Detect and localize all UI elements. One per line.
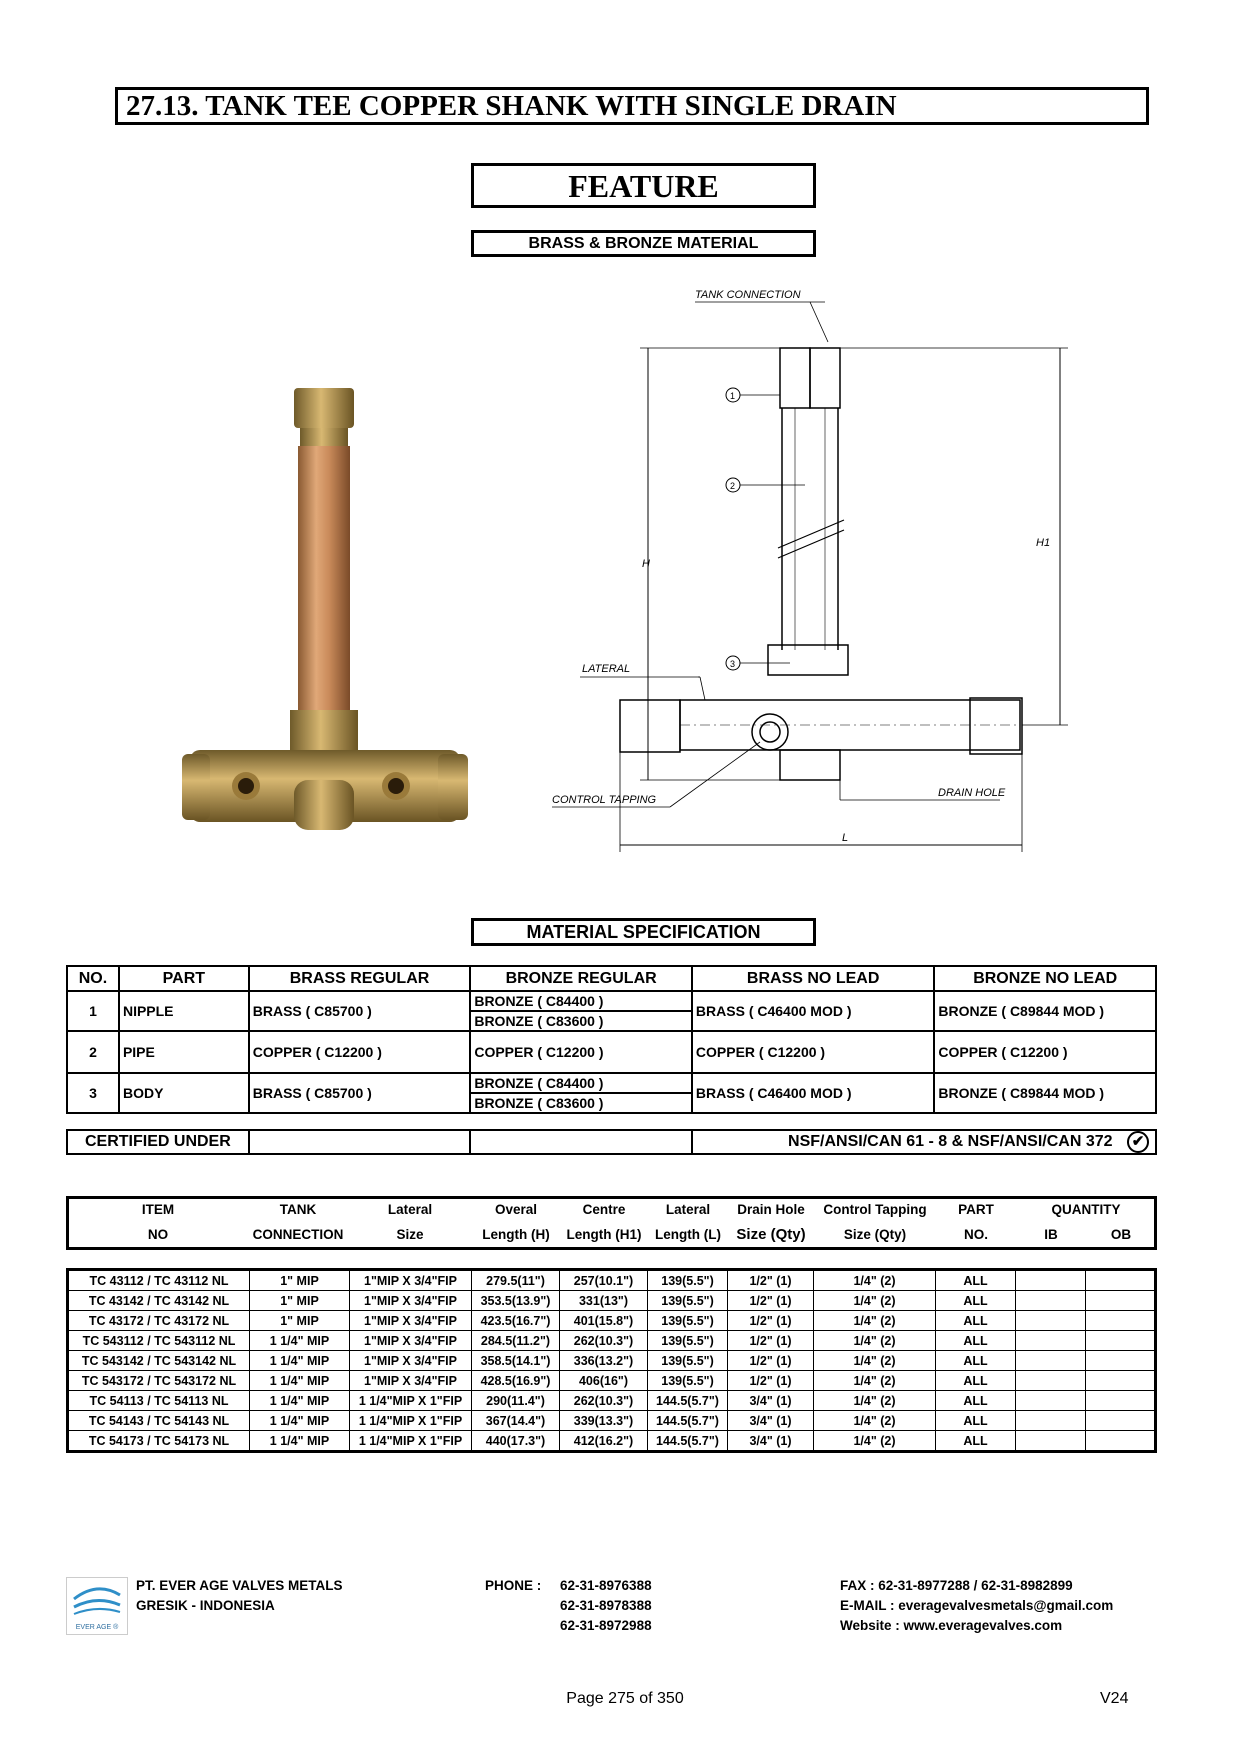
cell-bronze: COPPER ( C12200 ) [470,1031,692,1073]
label-tank-connection: TANK CONNECTION [695,289,801,301]
table-cell: 279.5(11") [472,1270,560,1291]
callout-3: 3 [730,659,736,669]
table-cell: ALL [936,1291,1016,1311]
callout-1: 1 [730,391,736,401]
table-cell: 406(16") [560,1371,648,1391]
header-ob: OB [1110,1227,1132,1242]
table-cell: 1/2" (1) [728,1371,814,1391]
certified-check-icon: ✔ [1127,1131,1149,1153]
page-title: 27.13. TANK TEE COPPER SHANK WITH SINGLE DRAIN [115,87,1149,125]
table-cell [1086,1351,1156,1371]
cell-bronze: BRONZE ( C83600 ) [470,1011,692,1031]
table-cell [1086,1311,1156,1331]
logo-text: EVER AGE ® [75,1624,119,1631]
table-cell: 1"MIP X 3/4"FIP [350,1331,472,1351]
table-cell: 1" MIP [250,1311,350,1331]
table-cell [1016,1371,1086,1391]
table-cell: 1/4" (2) [814,1331,936,1351]
table-cell: 1/2" (1) [728,1291,814,1311]
header-part: PART [958,1202,994,1217]
table-cell: 336(13.2") [560,1351,648,1371]
table-cell: 1/4" (2) [814,1411,936,1431]
table-cell: 339(13.3") [560,1411,648,1431]
table-cell: 139(5.5") [648,1270,728,1291]
header-no: NO [147,1227,169,1242]
table-cell: 144.5(5.7") [648,1391,728,1411]
table-cell [1016,1431,1086,1452]
table-cell: 401(15.8") [560,1311,648,1331]
table-cell [1016,1270,1086,1291]
table-cell: 1/4" (2) [814,1311,936,1331]
table-cell: 1/2" (1) [728,1351,814,1371]
table-cell [1086,1291,1156,1311]
header-no: NO. [67,966,119,991]
label-h1: H1 [1036,537,1051,549]
material-spec-heading: MATERIAL SPECIFICATION [471,918,816,946]
table-cell: ALL [936,1331,1016,1351]
table-cell: 257(10.1") [560,1270,648,1291]
table-cell [1016,1391,1086,1411]
table-cell: 284.5(11.2") [472,1331,560,1351]
header-lateral-l: Lateral [665,1202,711,1217]
header-length-h: Length (H) [482,1227,550,1242]
header-length-l: Length (L) [655,1227,721,1242]
label-control-tapping: CONTROL TAPPING [552,794,657,806]
certified-label: CERTIFIED UNDER [67,1130,249,1154]
technical-drawing [540,280,1120,860]
table-cell: TC 43112 / TC 43112 NL [68,1270,250,1291]
table-cell: 139(5.5") [648,1311,728,1331]
cell-brass: BRASS ( C85700 ) [249,1073,471,1113]
header-part-no: NO. [963,1227,988,1242]
cell-bronze-nl: BRONZE ( C89844 MOD ) [934,1073,1156,1113]
table-cell [1016,1331,1086,1351]
table-row [68,1431,1156,1452]
table-cell [1016,1351,1086,1371]
feature-heading: FEATURE [471,163,816,208]
table-cell [1086,1371,1156,1391]
cell-bronze: BRONZE ( C83600 ) [470,1093,692,1113]
phone-1: 62-31-8976388 [560,1578,652,1593]
table-cell [1086,1270,1156,1291]
table-cell: ALL [936,1351,1016,1371]
table-row [67,1073,1156,1093]
table-cell: 1 1/4"MIP X 1"FIP [350,1431,472,1452]
header-control-size: Size (Qty) [843,1227,907,1242]
table-cell: 1/4" (2) [814,1291,936,1311]
material-table-header [67,966,1156,991]
table-cell: 1"MIP X 3/4"FIP [350,1311,472,1331]
material-table [66,965,1157,1114]
header-connection: CONNECTION [252,1227,344,1242]
table-cell: 1/2" (1) [728,1331,814,1351]
table-cell: 1"MIP X 3/4"FIP [350,1270,472,1291]
header-brass-regular: BRASS REGULAR [249,966,471,991]
table-cell: TC 43142 / TC 43142 NL [68,1291,250,1311]
table-cell: 1/2" (1) [728,1311,814,1331]
label-lateral: LATERAL [582,663,631,675]
table-cell: 144.5(5.7") [648,1431,728,1452]
cell-no: 3 [67,1073,119,1113]
table-cell: 139(5.5") [648,1291,728,1311]
item-table [66,1268,1157,1453]
table-cell: ALL [936,1270,1016,1291]
version: V24 [1100,1690,1129,1707]
table-cell: ALL [936,1411,1016,1431]
cell-brass-nl: BRASS ( C46400 MOD ) [692,1073,934,1113]
table-cell: 1 1/4"MIP X 1"FIP [350,1391,472,1411]
table-cell: 358.5(14.1") [472,1351,560,1371]
header-centre: Centre [582,1202,626,1217]
table-row [67,1031,1156,1073]
product-photo [170,380,480,830]
table-cell [1016,1311,1086,1331]
header-size: Size [396,1227,424,1242]
table-cell: 1/4" (2) [814,1431,936,1452]
table-cell: 1 1/4" MIP [250,1431,350,1452]
label-h: H [642,558,650,570]
table-row [68,1411,1156,1431]
table-cell: 412(16.2") [560,1431,648,1452]
table-cell: ALL [936,1311,1016,1331]
table-cell: TC 543142 / TC 543142 NL [68,1351,250,1371]
cell-bronze-nl: COPPER ( C12200 ) [934,1031,1156,1073]
header-drain-size: Size (Qty) [736,1226,806,1243]
header-bronze-no-lead: BRONZE NO LEAD [934,966,1156,991]
table-cell: 331(13") [560,1291,648,1311]
company-location: GRESIK - INDONESIA [136,1598,275,1613]
certified-blank [249,1130,471,1154]
email: E-MAIL : everagevalvesmetals@gmail.com [840,1598,1114,1613]
cell-part: BODY [119,1073,249,1113]
table-cell: 139(5.5") [648,1331,728,1351]
cell-bronze: BRONZE ( C84400 ) [470,1073,692,1093]
table-cell: 1"MIP X 3/4"FIP [350,1351,472,1371]
table-cell: 3/4" (1) [728,1411,814,1431]
table-row [68,1331,1156,1351]
header-lateral: Lateral [387,1202,433,1217]
header-brass-no-lead: BRASS NO LEAD [692,966,934,991]
cell-bronze-nl: BRONZE ( C89844 MOD ) [934,991,1156,1031]
cell-brass: BRASS ( C85700 ) [249,991,471,1031]
table-cell: 1 1/4" MIP [250,1391,350,1411]
header-item: ITEM [141,1202,175,1217]
header-ib: IB [1044,1227,1058,1242]
cell-bronze: BRONZE ( C84400 ) [470,991,692,1011]
table-row [68,1391,1156,1411]
table-cell: TC 543112 / TC 543112 NL [68,1331,250,1351]
table-cell: 1" MIP [250,1270,350,1291]
table-cell: 1/4" (2) [814,1351,936,1371]
header-drain-hole: Drain Hole [737,1202,805,1217]
table-row [67,991,1156,1011]
table-cell: 1/4" (2) [814,1371,936,1391]
table-cell: 262(10.3") [560,1391,648,1411]
table-cell: 1/2" (1) [728,1270,814,1291]
table-cell [1016,1411,1086,1431]
certified-blank [470,1130,692,1154]
table-cell: 1 1/4" MIP [250,1331,350,1351]
page-number: Page 275 of 350 [566,1690,684,1707]
table-cell [1086,1391,1156,1411]
certified-value-cell [692,1130,1156,1154]
website: Website : www.everagevalves.com [840,1618,1063,1633]
table-cell: 367(14.4") [472,1411,560,1431]
header-length-h1: Length (H1) [566,1227,642,1242]
cell-part: NIPPLE [119,991,249,1031]
table-cell: TC 43172 / TC 43172 NL [68,1311,250,1331]
table-cell: 139(5.5") [648,1371,728,1391]
table-cell: 3/4" (1) [728,1391,814,1411]
cell-no: 2 [67,1031,119,1073]
table-row [68,1371,1156,1391]
cell-brass-nl: BRASS ( C46400 MOD ) [692,991,934,1031]
cell-brass-nl: COPPER ( C12200 ) [692,1031,934,1073]
header-tank: TANK [279,1202,317,1217]
label-drain-hole: DRAIN HOLE [938,787,1006,799]
certified-value: NSF/ANSI/CAN 61 - 8 & NSF/ANSI/CAN 372 [788,1133,1113,1150]
table-cell: 144.5(5.7") [648,1411,728,1431]
cell-part: PIPE [119,1031,249,1073]
table-row [68,1311,1156,1331]
table-cell [1086,1331,1156,1351]
cell-brass: COPPER ( C12200 ) [249,1031,471,1073]
table-cell [1086,1411,1156,1431]
phone-label: PHONE : [485,1578,542,1593]
table-cell: 1/4" (2) [814,1391,936,1411]
fax: FAX : 62-31-8977288 / 62-31-8982899 [840,1578,1073,1593]
table-row [68,1270,1156,1291]
table-cell: 262(10.3") [560,1331,648,1351]
company-name: PT. EVER AGE VALVES METALS [136,1578,343,1593]
label-l: L [842,832,849,844]
table-cell: 353.5(13.9") [472,1291,560,1311]
table-cell: 440(17.3") [472,1431,560,1452]
table-cell: 428.5(16.9") [472,1371,560,1391]
header-part: PART [119,966,249,991]
table-row [68,1351,1156,1371]
header-control-tapping: Control Tapping [823,1202,927,1217]
table-cell: TC 54143 / TC 54143 NL [68,1411,250,1431]
table-cell: TC 54173 / TC 54173 NL [68,1431,250,1452]
table-cell: 1"MIP X 3/4"FIP [350,1291,472,1311]
table-cell: 1 1/4"MIP X 1"FIP [350,1411,472,1431]
header-overal: Overal [494,1202,538,1217]
table-cell: TC 54113 / TC 54113 NL [68,1391,250,1411]
table-cell: ALL [936,1391,1016,1411]
table-cell: 1"MIP X 3/4"FIP [350,1371,472,1391]
table-cell: 139(5.5") [648,1351,728,1371]
table-cell [1016,1291,1086,1311]
table-cell: TC 543172 / TC 543172 NL [68,1371,250,1391]
phone-3: 62-31-8972988 [560,1618,652,1633]
table-cell: 1 1/4" MIP [250,1411,350,1431]
table-row [68,1291,1156,1311]
table-cell: 1 1/4" MIP [250,1351,350,1371]
table-cell: 1 1/4" MIP [250,1371,350,1391]
table-cell: 3/4" (1) [728,1431,814,1452]
cell-no: 1 [67,991,119,1031]
header-quantity: QUANTITY [1051,1202,1121,1217]
material-heading: BRASS & BRONZE MATERIAL [471,230,816,257]
table-cell: 290(11.4") [472,1391,560,1411]
table-cell [1086,1431,1156,1452]
table-cell: ALL [936,1371,1016,1391]
table-cell: 1/4" (2) [814,1270,936,1291]
callout-2: 2 [730,481,736,491]
table-cell: 1" MIP [250,1291,350,1311]
header-bronze-regular: BRONZE REGULAR [470,966,692,991]
company-logo [66,1577,128,1635]
table-cell: 423.5(16.7") [472,1311,560,1331]
table-cell: ALL [936,1431,1016,1452]
phone-2: 62-31-8978388 [560,1598,652,1613]
certified-table [66,1129,1157,1155]
